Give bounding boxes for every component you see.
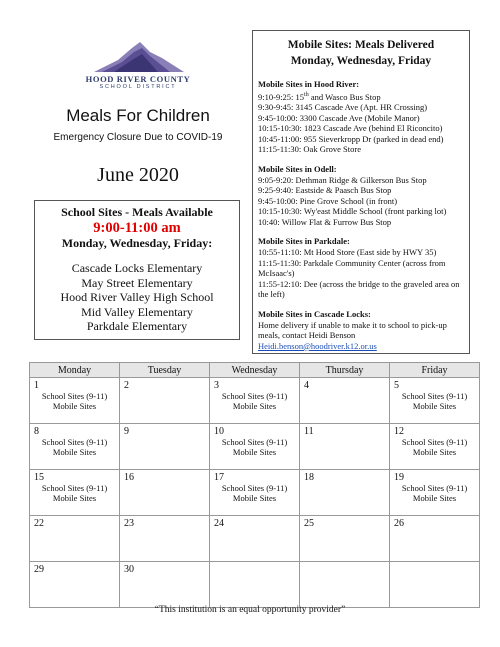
- calendar-day-cell: [120, 424, 210, 470]
- day-number: 1: [34, 380, 39, 391]
- event-mobile-sites: Mobile Sites: [412, 401, 457, 411]
- stop-time: 9:10-9:25: 15: [258, 91, 305, 102]
- calendar-day-cell: [210, 516, 300, 562]
- calendar-day-cell: [30, 378, 120, 424]
- delivery-note: Home delivery if unable to make it to school to pick-up meals, contact Heidi Benson: [258, 319, 447, 341]
- event-school-sites: School Sites (9-11): [41, 391, 108, 401]
- day-number: 18: [304, 472, 314, 483]
- calendar-day-cell: [120, 470, 210, 516]
- day-number: 17: [214, 472, 224, 483]
- day-number: 5: [394, 380, 399, 391]
- calendar-day-cell: [390, 562, 480, 608]
- month-heading: June 2020: [97, 164, 179, 186]
- calendar-day-cell: [30, 470, 120, 516]
- section-heading: Mobile Sites in Parkdale:: [258, 236, 350, 247]
- section-heading: Mobile Sites in Hood River:: [258, 79, 360, 89]
- event-mobile-sites: Mobile Sites: [232, 401, 277, 411]
- stop-line: 9:45-10:00: Pine Grove School (in front): [258, 195, 398, 206]
- weekday-header: Monday: [30, 363, 120, 378]
- day-number: 26: [394, 518, 404, 529]
- day-number: 11: [304, 426, 314, 437]
- calendar-day-cell: [210, 562, 300, 608]
- stop-line: 11:55-12:10: Dee (across the bridge to the graveled area on the left): [258, 278, 460, 300]
- stop-line: 11:15-11:30: Oak Grove Store: [258, 144, 362, 155]
- page-title: Meals For Children: [66, 106, 210, 125]
- stop-line: 9:05-9:20: Dethman Ridge & Gilkerson Bus Stop: [258, 174, 427, 185]
- calendar-week-row: [30, 562, 480, 608]
- day-number: 25: [304, 518, 314, 529]
- event-mobile-sites: Mobile Sites: [52, 401, 97, 411]
- calendar-table: [29, 362, 480, 608]
- stop-line: 11:15-11:30: Parkdale Community Center (across from McIsaac's): [258, 257, 446, 279]
- calendar-day-cell: [390, 516, 480, 562]
- school-item: Mid Valley Elementary: [81, 304, 193, 319]
- calendar-header-row: [30, 363, 480, 378]
- calendar-day-cell: [300, 424, 390, 470]
- calendar-day-cell: [30, 516, 120, 562]
- odell-section: [258, 164, 464, 228]
- hood-river-section: [258, 79, 464, 155]
- calendar-week-row: [30, 378, 480, 424]
- calendar-day-cell: [300, 378, 390, 424]
- mountain-logo-icon: [88, 38, 188, 78]
- event-school-sites: School Sites (9-11): [221, 437, 288, 447]
- section-heading: Mobile Sites in Odell:: [258, 163, 337, 174]
- event-mobile-sites: Mobile Sites: [412, 493, 457, 503]
- calendar-day-cell: [30, 562, 120, 608]
- event-school-sites: School Sites (9-11): [401, 437, 468, 447]
- stop-line: 9:45-10:00: 3300 Cascade Ave (Mobile Manor): [258, 112, 420, 123]
- calendar-day-cell: [210, 378, 300, 424]
- calendar-day-cell: [300, 562, 390, 608]
- cascade-locks-section: [258, 309, 464, 352]
- day-number: 4: [304, 380, 309, 391]
- day-number: 30: [124, 564, 134, 575]
- day-number: 16: [124, 472, 134, 483]
- calendar-day-cell: [390, 378, 480, 424]
- calendar-day-cell: [120, 378, 210, 424]
- logo-subtitle: SCHOOL DISTRICT: [99, 84, 177, 90]
- parkdale-section: [258, 236, 464, 300]
- event-school-sites: School Sites (9-11): [221, 391, 288, 401]
- day-number: 10: [214, 426, 224, 437]
- event-school-sites: School Sites (9-11): [401, 391, 468, 401]
- stop-line: [258, 90, 464, 102]
- event-mobile-sites: Mobile Sites: [232, 447, 277, 457]
- event-school-sites: School Sites (9-11): [221, 483, 288, 493]
- day-number: 8: [34, 426, 39, 437]
- calendar-week-row: [30, 424, 480, 470]
- calendar-day-cell: [120, 516, 210, 562]
- calendar-day-cell: [390, 424, 480, 470]
- calendar-week-row: [30, 470, 480, 516]
- page-subtitle: Emergency Closure Due to COVID-19: [53, 132, 223, 143]
- school-item: May Street Elementary: [81, 275, 193, 290]
- event-mobile-sites: Mobile Sites: [52, 447, 97, 457]
- stop-line: 10:40: Willow Flat & Furrow Bus Stop: [258, 216, 392, 227]
- day-number: 19: [394, 472, 404, 483]
- calendar-day-cell: [210, 470, 300, 516]
- event-school-sites: School Sites (9-11): [41, 437, 108, 447]
- weekday-header: Tuesday: [120, 363, 210, 378]
- mobile-days: Monday, Wednesday, Friday: [290, 55, 432, 67]
- event-school-sites: School Sites (9-11): [41, 483, 108, 493]
- day-number: 23: [124, 518, 134, 529]
- calendar-day-cell: [210, 424, 300, 470]
- equal-opportunity-footer: “This institution is an equal opportunity provider”: [154, 605, 346, 615]
- day-number: 24: [214, 518, 224, 529]
- weekday-header: Friday: [390, 363, 480, 378]
- ordinal-suffix: th: [304, 92, 309, 98]
- stop-place: and Wasco Bus Stop: [308, 91, 381, 102]
- day-number: 2: [124, 380, 129, 391]
- calendar-day-cell: [390, 470, 480, 516]
- school-list: [35, 261, 239, 334]
- stop-line: 10:15-10:30: Wy'east Middle School (front parking lot): [258, 206, 447, 217]
- event-school-sites: School Sites (9-11): [401, 483, 468, 493]
- mobile-title: Mobile Sites: Meals Delivered: [287, 39, 435, 51]
- day-number: 3: [214, 380, 219, 391]
- day-number: 9: [124, 426, 129, 437]
- day-number: 15: [34, 472, 44, 483]
- logo-name: HOOD RIVER COUNTY: [85, 74, 191, 84]
- stop-line: 10:15-10:30: 1823 Cascade Ave (behind El Riconcito): [258, 123, 443, 134]
- event-mobile-sites: Mobile Sites: [52, 493, 97, 503]
- school-item: Hood River Valley High School: [60, 290, 214, 304]
- school-sites-days: Monday, Wednesday, Friday:: [61, 236, 213, 250]
- event-mobile-sites: Mobile Sites: [232, 493, 277, 503]
- stop-line: 9:30-9:45: 3145 Cascade Ave (Apt. HR Crossing): [258, 102, 428, 113]
- school-item: Parkdale Elementary: [86, 319, 188, 333]
- calendar-day-cell: [120, 562, 210, 608]
- school-sites-time: 9:00-11:00 am: [93, 220, 181, 236]
- school-item: Cascade Locks Elementary: [71, 261, 203, 275]
- school-sites-heading: School Sites - Meals Available: [61, 205, 213, 219]
- stop-line: 9:25-9:40: Eastside & Paasch Bus Stop: [258, 185, 392, 196]
- calendar-day-cell: [300, 516, 390, 562]
- section-heading: Mobile Sites in Cascade Locks:: [258, 308, 371, 319]
- mobile-sites-box: [252, 30, 470, 354]
- calendar-day-cell: [300, 470, 390, 516]
- weekday-header: Wednesday: [210, 363, 300, 378]
- contact-email-link[interactable]: Heidi.benson@hoodriver.k12.or.us: [258, 340, 377, 351]
- school-sites-box: [34, 200, 240, 340]
- weekday-header: Thursday: [300, 363, 390, 378]
- day-number: 12: [394, 426, 404, 437]
- day-number: 29: [34, 564, 44, 575]
- calendar-day-cell: [30, 424, 120, 470]
- day-number: 22: [34, 518, 44, 529]
- stop-line: 10:45-11:00: 955 Sieverkropp Dr (parked in dead end): [258, 133, 444, 144]
- stop-line: 10:55-11:10: Mt Hood Store (East side by HWY 35): [258, 247, 437, 258]
- calendar-week-row: [30, 516, 480, 562]
- event-mobile-sites: Mobile Sites: [412, 447, 457, 457]
